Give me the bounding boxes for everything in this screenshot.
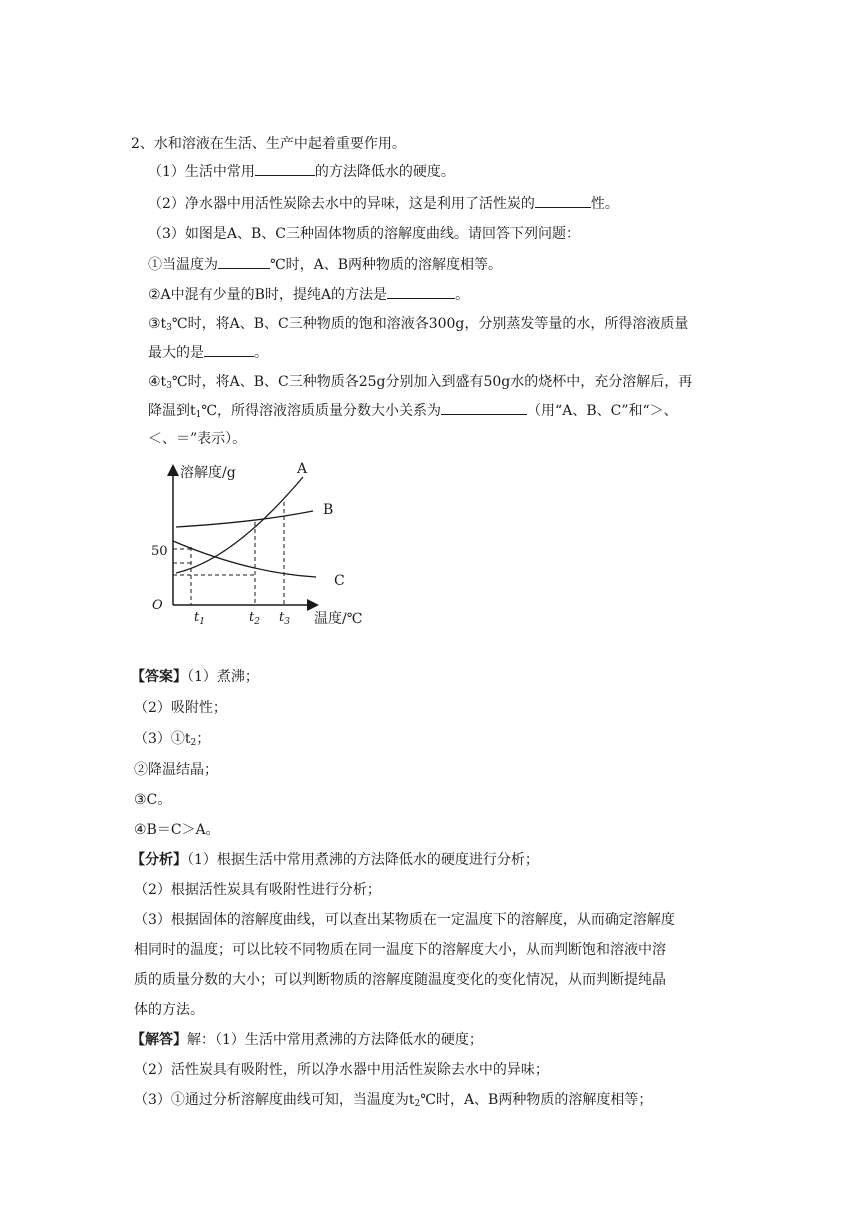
answer-line-4: ②降温结晶； [134,762,218,778]
y-axis-label: 溶解度/g [180,465,236,481]
question-part-3: （3）如图是A、B、C三种固体物质的溶解度曲线。请回答下列问题： [148,226,581,242]
sub-question-3: $③t_3℃$时，将A、B、C三种物质的饱和溶液各300g，分别蒸发等量的水，所得溶液质量 [148,316,689,333]
origin-label: O [152,598,163,613]
question-part-1: （1）生活中常用 的方法降低水的硬度。 [148,161,455,182]
question-part-2: （2）净水器中用活性炭除去水中的异味，这是利用了活性炭的 性。 [148,193,619,214]
sub-question-4-cont2: ＜、＝”表示）。 [148,431,247,447]
sub-question-3-cont: 最大的是 。 [148,342,268,363]
x-axis-label: 温度/℃ [314,611,363,627]
solution-label: 【解答】 [131,1032,187,1048]
sub-question-2: ②A中混有少量的B时，提纯A的方法是 。 [148,284,469,305]
series-label-a: A [297,461,308,477]
curve-c [173,541,316,577]
answer-blank [255,161,315,176]
analysis-line-5: 质的质量分数的大小；可以判断物质的溶解度随温度变化的变化情况，从而判断提纯晶 [134,972,666,988]
solution-line-2: （2）活性炭具有吸附性，所以净水器中用活性炭除去水中的异味； [134,1062,549,1078]
x-tick-t1: $t_1$ [194,610,205,627]
answer-line-6: ④B＝C＞A。 [134,822,220,838]
analysis-line-4: 相同时的温度；可以比较不同物质在同一温度下的溶解度大小，从而判断饱和溶液中溶 [134,942,666,958]
x-tick-t2: $t_2$ [249,610,260,627]
answer-line-1: 【答案】（1）煮沸； [131,669,259,685]
question-title: 2、水和溶液在生活、生产中起着重要作用。 [131,136,406,152]
x-tick-t3: $t_3$ [279,610,290,627]
answer-line-3: $(3)①t_2$； [134,731,211,748]
solution-line-1: 【解答】解：（1）生活中常用煮沸的方法降低水的硬度； [131,1032,483,1048]
series-label-c: C [334,573,345,589]
answer-blank [204,342,254,357]
answer-label: 【答案】 [131,669,187,685]
y-tick-50: 50 [151,544,168,559]
answer-blank [218,254,270,269]
analysis-line-1: 【分析】（1）根据生活中常用煮沸的方法降低水的硬度进行分析； [131,852,539,868]
analysis-line-3: （3）根据固体的溶解度曲线，可以查出某物质在一定温度下的溶解度，从而确定溶解度 [134,912,675,928]
answer-line-5: ③C。 [134,792,172,808]
answer-blank [441,400,527,415]
sub-question-1: ①当温度为 ℃时，A、B两种物质的溶解度相等。 [148,254,502,275]
answer-blank [387,284,455,299]
curve-b [176,511,313,527]
answer-line-2: （2）吸附性； [134,700,227,716]
answer-blank [535,193,591,208]
sub-question-4: $④t_3℃$时，将A、B、C三种物质各25g分别加入到盛有50g水的烧杯中，充分溶解后，再 [148,374,693,391]
sub-question-4-cont: 降温到$t_1℃$，所得溶液溶质质量分数大小关系为 （用“A、B、C”和“＞、 [148,400,678,421]
analysis-line-2: （2）根据活性炭具有吸附性进行分析； [134,882,381,898]
analysis-line-6: 体的方法。 [134,1002,204,1018]
analysis-label: 【分析】 [131,852,187,868]
series-label-b: B [323,502,334,518]
solution-line-3: （3）①通过分析溶解度曲线可知，当温度为$t_2℃$时，A、B两种物质的溶解度相等； [134,1092,653,1109]
solubility-chart [148,455,388,635]
